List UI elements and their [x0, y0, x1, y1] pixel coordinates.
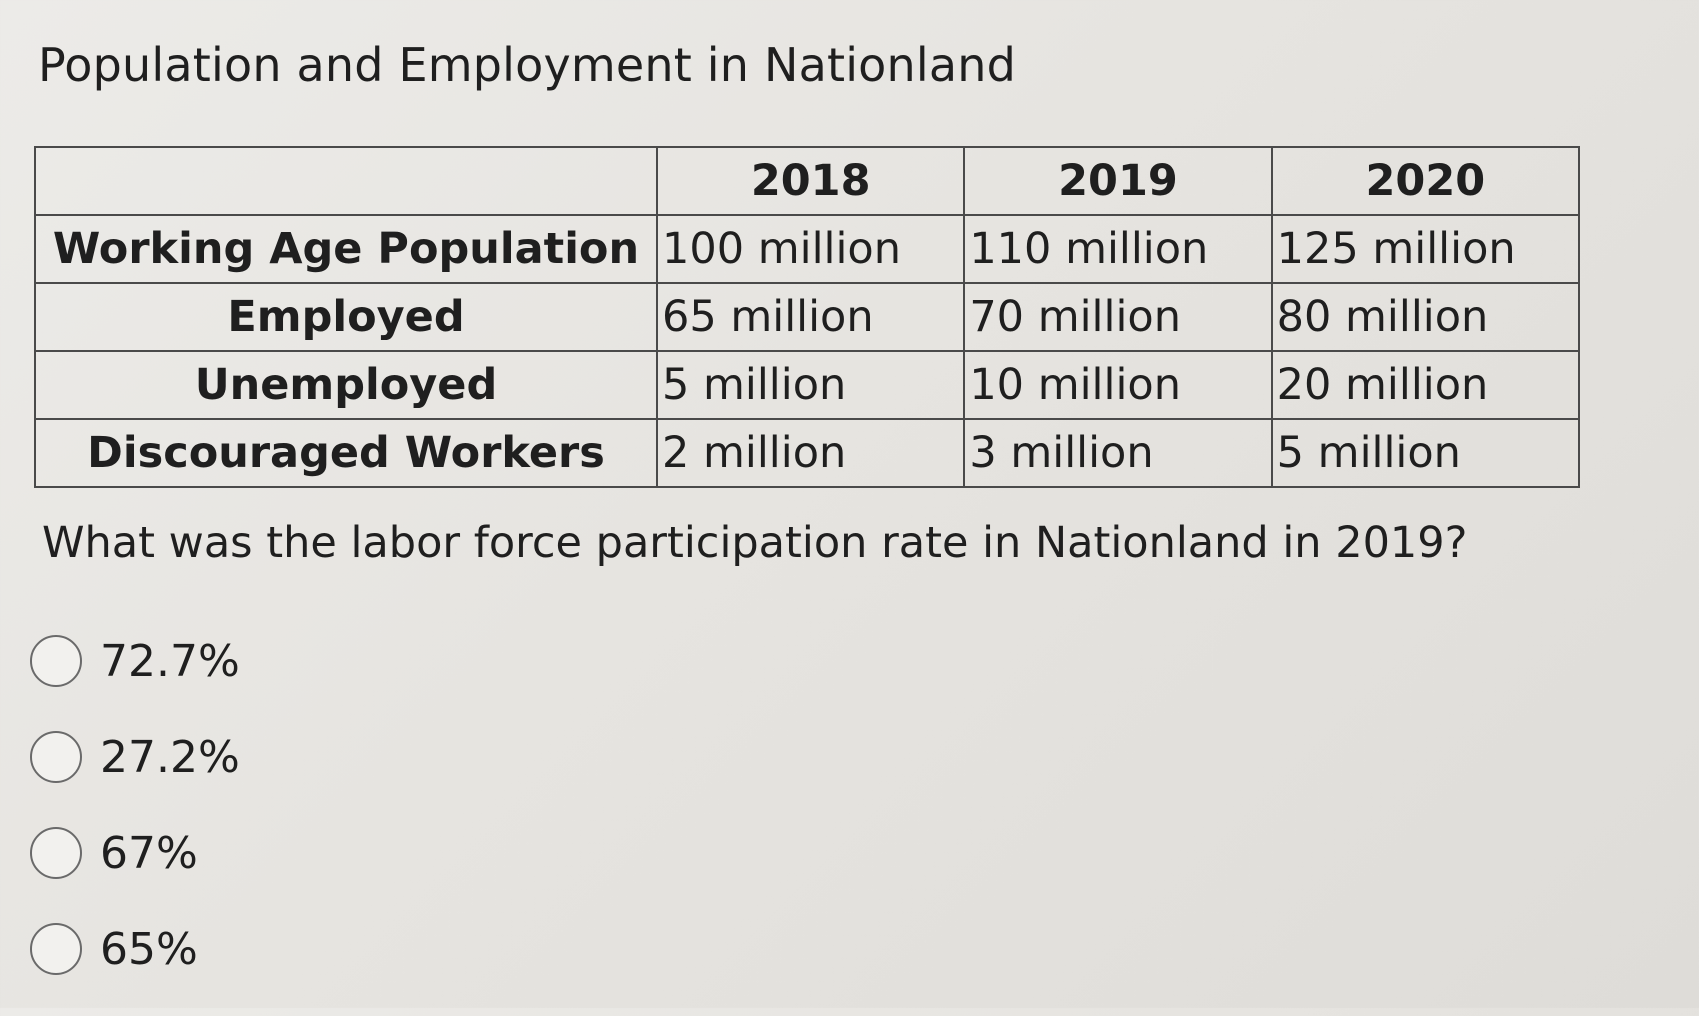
answer-option-2[interactable]: [30, 728, 240, 786]
table-row: [35, 215, 1579, 283]
table-cell: 65 million: [657, 283, 964, 351]
answer-option-label[interactable]: 67%: [100, 827, 198, 879]
answer-option-3[interactable]: [30, 824, 240, 882]
answer-option-label[interactable]: 27.2%: [100, 731, 240, 783]
header-empty-cell: [35, 147, 657, 215]
row-label-discouraged-workers: Discouraged Workers: [35, 419, 657, 487]
table-cell: 2 million: [657, 419, 964, 487]
header-year-2020: 2020: [1272, 147, 1579, 215]
row-label-unemployed: Unemployed: [35, 351, 657, 419]
radio-button-icon[interactable]: [30, 923, 82, 975]
row-label-employed: Employed: [35, 283, 657, 351]
page-title: Population and Employment in Nationland: [38, 38, 1017, 92]
header-year-2018: 2018: [657, 147, 964, 215]
table-cell: 70 million: [964, 283, 1271, 351]
table-cell: 100 million: [657, 215, 964, 283]
table-header-row: [35, 147, 1579, 215]
population-table: [34, 146, 1580, 488]
header-year-2019: 2019: [964, 147, 1271, 215]
table-cell: 10 million: [964, 351, 1271, 419]
table-row: [35, 283, 1579, 351]
answer-option-1[interactable]: [30, 632, 240, 690]
table-cell: 5 million: [657, 351, 964, 419]
answer-option-label[interactable]: 72.7%: [100, 635, 240, 687]
question-text: What was the labor force participation rate in Nationland in 2019?: [42, 518, 1468, 568]
radio-button-icon[interactable]: [30, 827, 82, 879]
answer-options: [30, 632, 240, 1016]
table-cell: 125 million: [1272, 215, 1579, 283]
answer-option-4[interactable]: [30, 920, 240, 978]
table-cell: 5 million: [1272, 419, 1579, 487]
table-row: [35, 419, 1579, 487]
table-cell: 80 million: [1272, 283, 1579, 351]
answer-option-label[interactable]: 65%: [100, 923, 198, 975]
row-label-working-age-population: Working Age Population: [35, 215, 657, 283]
table-row: [35, 351, 1579, 419]
radio-button-icon[interactable]: [30, 731, 82, 783]
table-cell: 110 million: [964, 215, 1271, 283]
table-cell: 3 million: [964, 419, 1271, 487]
radio-button-icon[interactable]: [30, 635, 82, 687]
table-cell: 20 million: [1272, 351, 1579, 419]
